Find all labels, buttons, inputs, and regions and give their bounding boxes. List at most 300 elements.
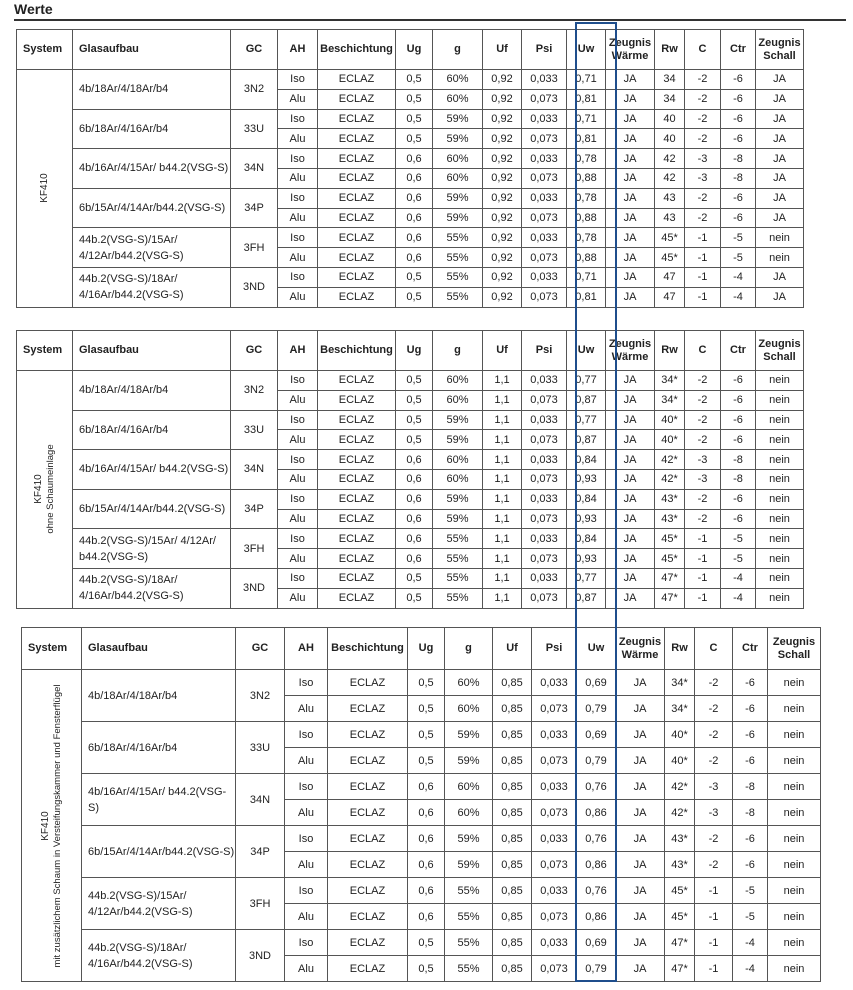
ctr-cell: -6 [733,696,768,722]
ah-cell: Iso [278,568,318,588]
c-cell: -1 [685,267,721,287]
zeugnis-waerme-cell: JA [606,248,655,268]
psi-cell: 0,073 [522,129,567,149]
g-cell: 55% [445,956,493,982]
ah-cell: Alu [278,430,318,450]
header-psi: Psi [522,331,567,371]
uf-cell: 1,1 [483,489,522,509]
c-cell: -2 [695,696,733,722]
zeugnis-schall-cell: nein [756,568,804,588]
g-cell: 55% [445,878,493,904]
table-row [17,489,804,509]
beschichtung-cell: ECLAZ [328,774,408,800]
g-cell: 59% [433,109,483,129]
zeugnis-schall-cell: nein [756,588,804,608]
c-cell: -2 [695,670,733,696]
zeugnis-schall-cell: nein [756,410,804,430]
ug-cell: 0,6 [396,489,433,509]
ctr-cell: -6 [721,208,756,228]
ug-cell: 0,5 [408,930,445,956]
glasaufbau-cell: 6b/15Ar/4/14Ar/b44.2(VSG-S) [82,826,236,878]
ug-cell: 0,5 [396,109,433,129]
ah-cell: Iso [278,149,318,169]
header-gc: GC [231,30,278,70]
beschichtung-cell: ECLAZ [318,70,396,90]
c-cell: -1 [695,904,733,930]
gc-cell: 3N2 [231,70,278,110]
header-zeugnis-waerme: Zeugnis Wärme [606,331,655,371]
table-row [17,529,804,549]
zeugnis-schall-cell: JA [756,208,804,228]
table-row [22,878,821,904]
table-row [17,228,804,248]
uf-cell: 1,1 [483,549,522,569]
ah-cell: Alu [285,696,328,722]
glasaufbau-cell: 4b/16Ar/4/15Ar/ b44.2(VSG-S) [73,450,231,490]
uw-cell: 0,76 [577,774,616,800]
glasaufbau-cell: 4b/18Ar/4/18Ar/b4 [73,70,231,110]
uf-cell: 0,85 [493,956,532,982]
ah-cell: Iso [278,188,318,208]
zeugnis-waerme-cell: JA [616,696,665,722]
c-cell: -1 [685,228,721,248]
ug-cell: 0,5 [396,129,433,149]
g-cell: 59% [445,748,493,774]
header-c: C [685,331,721,371]
rw-cell: 42 [655,168,685,188]
gc-cell: 3FH [231,228,278,268]
ah-cell: Alu [285,904,328,930]
zeugnis-waerme-cell: JA [606,267,655,287]
g-cell: 59% [433,208,483,228]
rw-cell: 47* [665,930,695,956]
psi-cell: 0,073 [522,208,567,228]
system-cell [22,670,82,982]
zeugnis-schall-cell: JA [756,109,804,129]
gc-cell: 3ND [236,930,285,982]
c-cell: -2 [685,489,721,509]
ah-cell: Iso [278,489,318,509]
zeugnis-schall-cell: nein [756,390,804,410]
zeugnis-schall-cell: nein [756,489,804,509]
ctr-cell: -5 [733,878,768,904]
rw-cell: 43* [655,509,685,529]
rw-cell: 45* [665,878,695,904]
c-cell: -2 [685,371,721,391]
beschichtung-cell: ECLAZ [318,390,396,410]
rw-cell: 34* [655,390,685,410]
zeugnis-schall-cell: nein [768,670,821,696]
uf-cell: 1,1 [483,588,522,608]
c-cell: -3 [685,149,721,169]
rw-cell: 34 [655,70,685,90]
beschichtung-cell: ECLAZ [318,228,396,248]
c-cell: -2 [685,430,721,450]
gc-cell: 3ND [231,568,278,608]
ug-cell: 0,5 [408,670,445,696]
ah-cell: Iso [278,450,318,470]
zeugnis-schall-cell: nein [768,696,821,722]
beschichtung-cell: ECLAZ [318,89,396,109]
uf-cell: 1,1 [483,469,522,489]
glasaufbau-cell: 4b/16Ar/4/15Ar/ b44.2(VSG-S) [73,149,231,189]
zeugnis-waerme-cell: JA [616,748,665,774]
zeugnis-schall-cell: JA [756,168,804,188]
ctr-cell: -8 [733,774,768,800]
ctr-cell: -8 [721,450,756,470]
header-gc: GC [236,628,285,670]
system-cell [17,371,73,609]
header-g: g [433,30,483,70]
ah-cell: Iso [285,670,328,696]
rw-cell: 45* [655,529,685,549]
g-cell: 60% [445,800,493,826]
ctr-cell: -5 [721,248,756,268]
uw-cell: 0,78 [567,228,606,248]
beschichtung-cell: ECLAZ [328,878,408,904]
zeugnis-waerme-cell: JA [606,450,655,470]
glasaufbau-cell: 4b/18Ar/4/18Ar/b4 [82,670,236,722]
zeugnis-schall-cell: nein [756,529,804,549]
uf-cell: 0,92 [483,109,522,129]
zeugnis-waerme-cell: JA [606,287,655,307]
zeugnis-schall-cell: nein [756,228,804,248]
psi-cell: 0,033 [532,722,577,748]
g-cell: 55% [445,930,493,956]
ug-cell: 0,6 [396,168,433,188]
system-name: KF410 [39,810,51,841]
header-zeugnis-waerme: Zeugnis Wärme [616,628,665,670]
zeugnis-schall-cell: JA [756,149,804,169]
ug-cell: 0,6 [408,852,445,878]
values-table-3 [21,627,821,982]
ug-cell: 0,6 [396,149,433,169]
beschichtung-cell: ECLAZ [328,826,408,852]
uf-cell: 1,1 [483,509,522,529]
ug-cell: 0,5 [396,267,433,287]
uw-cell: 0,86 [577,852,616,878]
uw-cell: 0,76 [577,878,616,904]
values-table-2 [16,330,804,609]
ah-cell: Iso [278,70,318,90]
rw-cell: 45* [655,248,685,268]
gc-cell: 3ND [231,267,278,307]
g-cell: 55% [433,287,483,307]
ctr-cell: -6 [733,826,768,852]
rw-cell: 42* [665,774,695,800]
ctr-cell: -6 [721,89,756,109]
ctr-cell: -6 [721,410,756,430]
uf-cell: 1,1 [483,529,522,549]
g-cell: 60% [445,696,493,722]
rw-cell: 34* [665,696,695,722]
c-cell: -1 [695,956,733,982]
table-row [17,450,804,470]
ah-cell: Alu [278,588,318,608]
header-ug: Ug [396,30,433,70]
table-row [17,109,804,129]
glasaufbau-cell: 44b.2(VSG-S)/18Ar/ 4/16Ar/b44.2(VSG-S) [73,267,231,307]
rw-cell: 43 [655,188,685,208]
beschichtung-cell: ECLAZ [318,588,396,608]
g-cell: 60% [433,469,483,489]
ctr-cell: -5 [721,549,756,569]
g-cell: 59% [433,489,483,509]
ug-cell: 0,6 [396,529,433,549]
psi-cell: 0,073 [522,469,567,489]
zeugnis-waerme-cell: JA [606,489,655,509]
header-g: g [433,331,483,371]
rw-cell: 42* [665,800,695,826]
ctr-cell: -5 [721,228,756,248]
zeugnis-waerme-cell: JA [606,149,655,169]
uf-cell: 1,1 [483,450,522,470]
zeugnis-waerme-cell: JA [606,588,655,608]
beschichtung-cell: ECLAZ [318,430,396,450]
psi-cell: 0,033 [522,450,567,470]
header-ug: Ug [396,331,433,371]
ah-cell: Iso [278,529,318,549]
header-row [22,628,821,670]
uw-cell: 0,69 [577,930,616,956]
ug-cell: 0,5 [396,568,433,588]
ctr-cell: -6 [733,852,768,878]
ah-cell: Alu [285,800,328,826]
beschichtung-cell: ECLAZ [318,129,396,149]
uf-cell: 0,85 [493,748,532,774]
c-cell: -2 [695,826,733,852]
rw-cell: 40 [655,129,685,149]
glasaufbau-cell: 44b.2(VSG-S)/15Ar/ 4/12Ar/b44.2(VSG-S) [73,228,231,268]
header-zeugnis-schall: Zeugnis Schall [756,30,804,70]
glasaufbau-cell: 6b/18Ar/4/16Ar/b4 [82,722,236,774]
values-table-1 [16,29,804,308]
g-cell: 60% [433,371,483,391]
psi-cell: 0,073 [522,588,567,608]
header-rw: Rw [655,331,685,371]
uf-cell: 1,1 [483,371,522,391]
uf-cell: 0,92 [483,129,522,149]
rw-cell: 43* [655,489,685,509]
uw-cell: 0,77 [567,568,606,588]
ug-cell: 0,5 [396,371,433,391]
zeugnis-schall-cell: JA [756,129,804,149]
ctr-cell: -8 [721,168,756,188]
rw-cell: 47 [655,287,685,307]
zeugnis-waerme-cell: JA [606,70,655,90]
uw-cell: 0,87 [567,430,606,450]
g-cell: 60% [433,149,483,169]
g-cell: 60% [445,774,493,800]
gc-cell: 3N2 [236,670,285,722]
zeugnis-schall-cell: nein [756,248,804,268]
zeugnis-waerme-cell: JA [606,430,655,450]
c-cell: -3 [695,800,733,826]
psi-cell: 0,073 [522,89,567,109]
rw-cell: 43 [655,208,685,228]
c-cell: -2 [685,70,721,90]
uf-cell: 0,85 [493,800,532,826]
rw-cell: 34 [655,89,685,109]
ug-cell: 0,6 [396,549,433,569]
beschichtung-cell: ECLAZ [318,149,396,169]
uw-cell: 0,87 [567,588,606,608]
ah-cell: Alu [278,129,318,149]
beschichtung-cell: ECLAZ [318,287,396,307]
psi-cell: 0,033 [532,878,577,904]
zeugnis-schall-cell: nein [756,430,804,450]
zeugnis-waerme-cell: JA [606,371,655,391]
psi-cell: 0,033 [532,930,577,956]
psi-cell: 0,033 [522,529,567,549]
beschichtung-cell: ECLAZ [328,852,408,878]
zeugnis-schall-cell: nein [768,800,821,826]
c-cell: -1 [685,549,721,569]
gc-cell: 3FH [231,529,278,569]
zeugnis-schall-cell: nein [768,904,821,930]
rw-cell: 40* [665,748,695,774]
c-cell: -2 [685,188,721,208]
uw-cell: 0,69 [577,670,616,696]
ah-cell: Iso [285,722,328,748]
header-ctr: Ctr [721,30,756,70]
ug-cell: 0,6 [408,826,445,852]
uw-cell: 0,77 [567,371,606,391]
ug-cell: 0,6 [396,450,433,470]
system-label [39,174,51,203]
g-cell: 55% [433,549,483,569]
glasaufbau-cell: 6b/15Ar/4/14Ar/b44.2(VSG-S) [73,489,231,529]
ctr-cell: -6 [733,670,768,696]
uf-cell: 1,1 [483,390,522,410]
uw-cell: 0,93 [567,549,606,569]
rw-cell: 47 [655,267,685,287]
rw-cell: 42* [655,469,685,489]
rw-cell: 40* [665,722,695,748]
uf-cell: 0,85 [493,696,532,722]
header-uw: Uw [577,628,616,670]
ctr-cell: -6 [721,188,756,208]
ug-cell: 0,5 [396,70,433,90]
beschichtung-cell: ECLAZ [318,509,396,529]
ug-cell: 0,6 [396,469,433,489]
uf-cell: 0,85 [493,852,532,878]
header-uw: Uw [567,30,606,70]
ah-cell: Alu [278,549,318,569]
glasaufbau-cell: 6b/18Ar/4/16Ar/b4 [73,109,231,149]
uw-cell: 0,93 [567,509,606,529]
system-cell [17,70,73,308]
g-cell: 60% [433,89,483,109]
ug-cell: 0,5 [396,287,433,307]
table-row [22,722,821,748]
header-c: C [685,30,721,70]
uw-cell: 0,86 [577,800,616,826]
ug-cell: 0,6 [408,904,445,930]
uw-cell: 0,84 [567,529,606,549]
ug-cell: 0,6 [396,208,433,228]
zeugnis-waerme-cell: JA [616,722,665,748]
rw-cell: 43* [665,826,695,852]
uf-cell: 0,92 [483,149,522,169]
zeugnis-schall-cell: JA [756,287,804,307]
psi-cell: 0,073 [532,696,577,722]
zeugnis-waerme-cell: JA [616,826,665,852]
ah-cell: Iso [285,774,328,800]
zeugnis-schall-cell: nein [756,371,804,391]
zeugnis-waerme-cell: JA [606,509,655,529]
uf-cell: 0,92 [483,168,522,188]
uf-cell: 0,92 [483,89,522,109]
g-cell: 55% [445,904,493,930]
uf-cell: 1,1 [483,568,522,588]
c-cell: -2 [685,89,721,109]
rw-cell: 45* [665,904,695,930]
table-row [22,930,821,956]
uw-cell: 0,78 [567,149,606,169]
zeugnis-schall-cell: nein [768,722,821,748]
gc-cell: 33U [231,410,278,450]
uf-cell: 0,92 [483,267,522,287]
beschichtung-cell: ECLAZ [318,529,396,549]
beschichtung-cell: ECLAZ [328,670,408,696]
uf-cell: 0,92 [483,287,522,307]
table-row [17,149,804,169]
rw-cell: 42* [655,450,685,470]
ah-cell: Iso [278,371,318,391]
page-title: Werte [14,1,53,17]
rw-cell: 47* [665,956,695,982]
zeugnis-schall-cell: JA [756,267,804,287]
title-divider [14,19,846,21]
uw-cell: 0,84 [567,489,606,509]
c-cell: -3 [685,450,721,470]
header-row [17,30,804,70]
header-uf: Uf [493,628,532,670]
ctr-cell: -4 [721,568,756,588]
ug-cell: 0,6 [408,878,445,904]
psi-cell: 0,033 [522,70,567,90]
zeugnis-waerme-cell: JA [606,410,655,430]
ctr-cell: -6 [721,430,756,450]
rw-cell: 40* [655,410,685,430]
zeugnis-waerme-cell: JA [606,168,655,188]
ah-cell: Alu [278,168,318,188]
glasaufbau-cell: 6b/18Ar/4/16Ar/b4 [73,410,231,450]
g-cell: 55% [433,529,483,549]
uw-cell: 0,84 [567,450,606,470]
psi-cell: 0,033 [532,826,577,852]
rw-cell: 45* [655,549,685,569]
ug-cell: 0,5 [408,696,445,722]
uw-cell: 0,76 [577,826,616,852]
uw-cell: 0,77 [567,410,606,430]
header-ah: AH [278,331,318,371]
glasaufbau-cell: 6b/15Ar/4/14Ar/b44.2(VSG-S) [73,188,231,228]
zeugnis-waerme-cell: JA [616,670,665,696]
uf-cell: 0,85 [493,774,532,800]
c-cell: -1 [695,878,733,904]
g-cell: 55% [433,248,483,268]
c-cell: -2 [695,852,733,878]
ah-cell: Iso [285,930,328,956]
psi-cell: 0,073 [532,748,577,774]
psi-cell: 0,073 [532,800,577,826]
gc-cell: 3N2 [231,371,278,411]
beschichtung-cell: ECLAZ [318,208,396,228]
ug-cell: 0,6 [396,509,433,529]
zeugnis-schall-cell: nein [756,450,804,470]
